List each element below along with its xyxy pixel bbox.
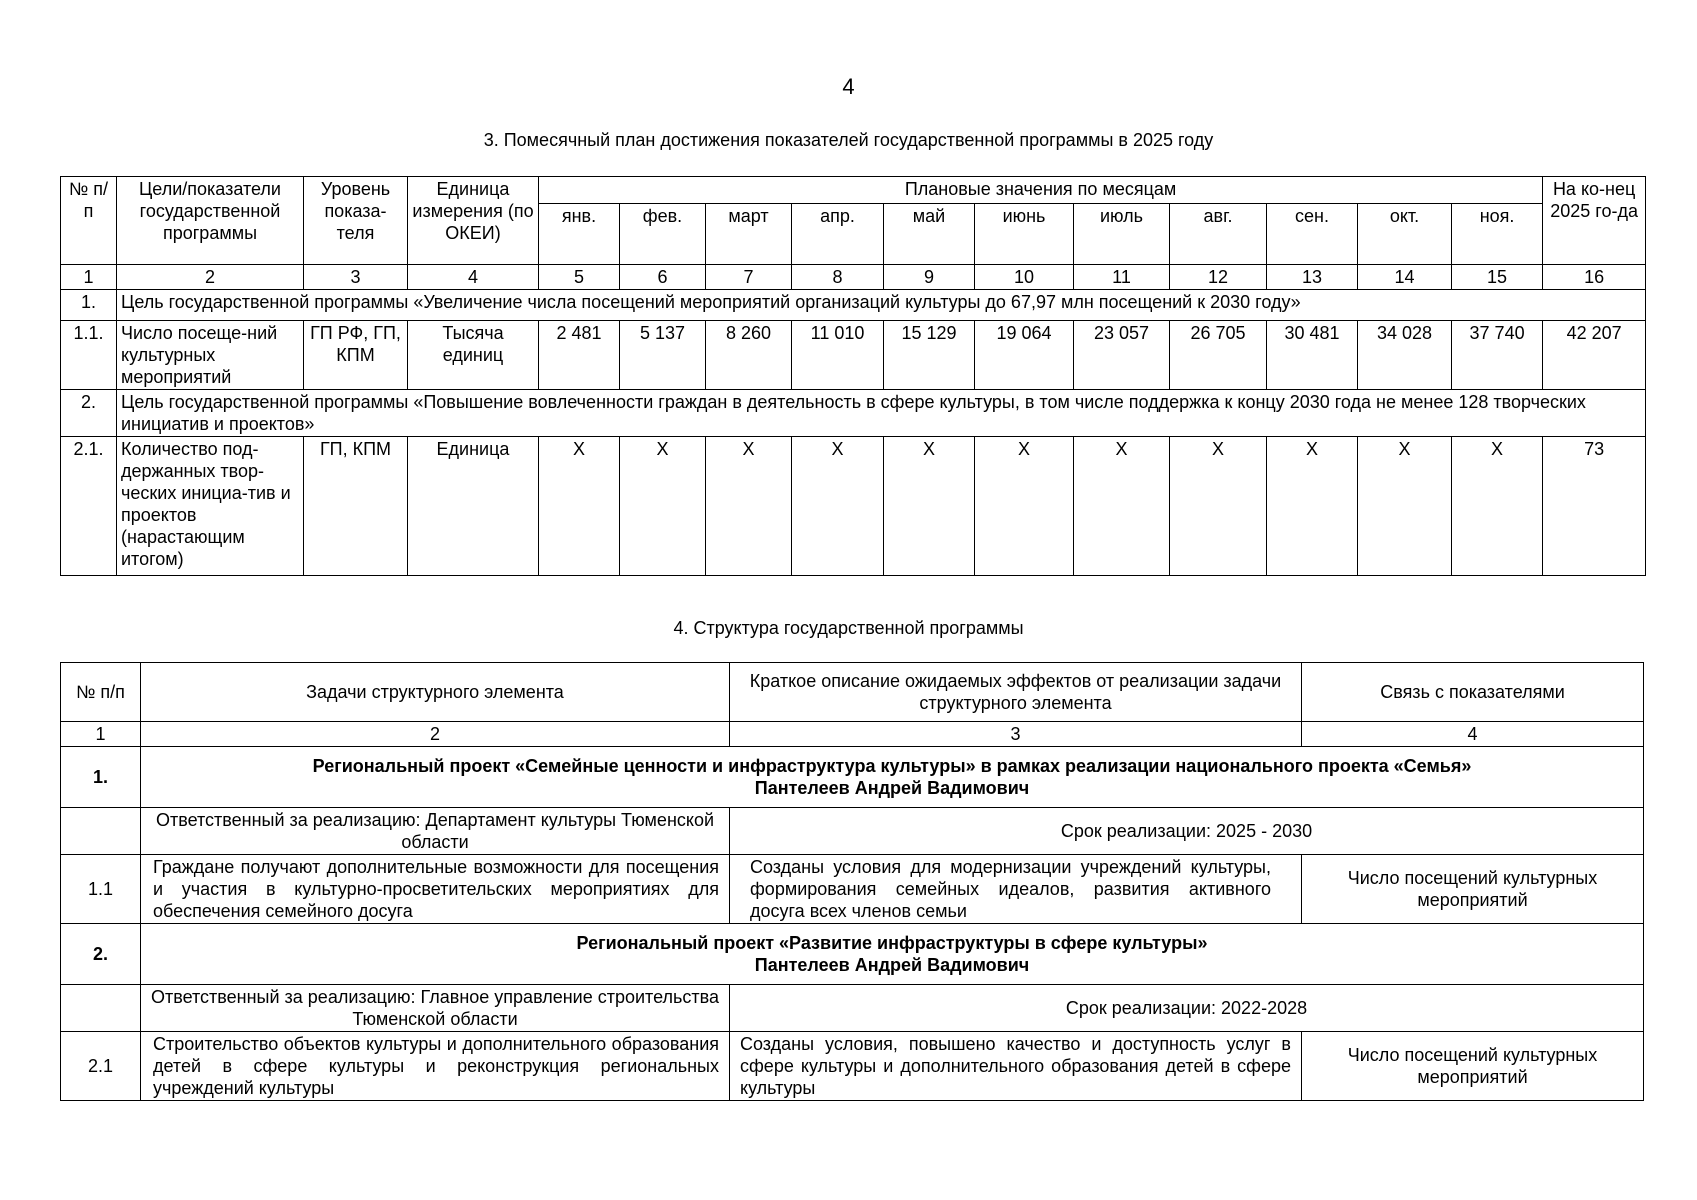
month-header: июнь [975,204,1074,265]
monthly-value: 30 481 [1267,321,1358,390]
month-header: авг. [1170,204,1267,265]
monthly-value: X [1170,437,1267,576]
responsible-text: Ответственный за реализацию: Департамент культуры Тюменской области [141,808,730,855]
monthly-value: 37 740 [1452,321,1543,390]
column-number: 2 [117,265,304,290]
column-number: 14 [1358,265,1452,290]
end-value: 73 [1543,437,1646,576]
indicator-row [61,321,1646,390]
header-unit: Единица измерения (по ОКЕИ) [408,177,539,265]
month-header: ноя. [1452,204,1543,265]
header-effects: Краткое описание ожидаемых эффектов от реализации задачи структурного элемента [730,663,1302,722]
end-value: 42 207 [1543,321,1646,390]
effect-text: Созданы условия, повышено качество и доступность услуг в сфере культуры и дополнительного образования детей в сфере культуры [730,1032,1302,1101]
monthly-value: X [792,437,884,576]
monthly-value: X [539,437,620,576]
column-number: 4 [408,265,539,290]
monthly-value: X [1267,437,1358,576]
project-num: 2. [61,924,141,985]
task-num: 2.1 [61,1032,141,1101]
project-title-cell [141,747,1644,808]
monthly-plan-table [60,176,1646,576]
responsible-row [61,808,1644,855]
indicator-unit: Тысяча единиц [408,321,539,390]
monthly-value: X [975,437,1074,576]
empty-cell [61,985,141,1032]
goal-num: 1. [61,290,117,321]
header-num: № п/п [61,663,141,722]
column-numbers-row [61,722,1644,747]
column-number: 6 [620,265,706,290]
indicator-unit: Единица [408,437,539,576]
program-structure-table [60,662,1644,1101]
monthly-value: 19 064 [975,321,1074,390]
monthly-value: 34 028 [1358,321,1452,390]
column-number: 9 [884,265,975,290]
project-num: 1. [61,747,141,808]
indicator-level: ГП РФ, ГП, КПМ [304,321,408,390]
project-row [61,747,1644,808]
month-header: фев. [620,204,706,265]
goal-row [61,290,1646,321]
monthly-value: X [1452,437,1543,576]
effect-text: Созданы условия для модернизации учреждений культуры, формирования семейных идеалов, развития активного досуга всех членов семьи [730,855,1302,924]
month-header: июль [1074,204,1170,265]
goal-num: 2. [61,390,117,437]
column-number: 8 [792,265,884,290]
header-end: На ко-нец 2025 го-да [1543,177,1646,265]
responsible-row [61,985,1644,1032]
monthly-value: X [620,437,706,576]
header-num: № п/п [61,177,117,265]
indicator-level: ГП, КПМ [304,437,408,576]
column-number: 5 [539,265,620,290]
month-header: апр. [792,204,884,265]
link-text: Число посещений культурных мероприятий [1302,855,1644,924]
goal-text: Цель государственной программы «Повышение вовлеченности граждан в деятельность в сфере культуры, в том числе поддержка к концу 2030 года не менее 128 творческих инициатив и проектов» [117,390,1646,437]
column-number: 7 [706,265,792,290]
monthly-value: 5 137 [620,321,706,390]
column-number: 3 [304,265,408,290]
monthly-value: X [1358,437,1452,576]
column-number: 2 [141,722,730,747]
section-4-title: 4. Структура государственной программы [673,618,1024,638]
month-header: янв. [539,204,620,265]
monthly-value: 11 010 [792,321,884,390]
empty-cell [61,808,141,855]
column-number: 12 [1170,265,1267,290]
project-title-cell [141,924,1644,985]
monthly-value: 26 705 [1170,321,1267,390]
task-text: Граждане получают дополнительные возможности для посещения и участия в культурно-просветительских мероприятиях для обеспечения семейного досуга [141,855,730,924]
header-row [61,663,1644,722]
month-header: окт. [1358,204,1452,265]
project-leader: Пантелеев Андрей Вадимович [754,955,1030,975]
indicator-num: 1.1. [61,321,117,390]
link-text: Число посещений культурных мероприятий [1302,1032,1644,1101]
indicator-num: 2.1. [61,437,117,576]
month-header: март [706,204,792,265]
column-number: 16 [1543,265,1646,290]
header-tasks: Задачи структурного элемента [141,663,730,722]
column-number: 10 [975,265,1074,290]
column-number: 11 [1074,265,1170,290]
project-row [61,924,1644,985]
header-monthly: Плановые значения по месяцам [539,177,1543,204]
column-number: 4 [1302,722,1644,747]
column-number: 1 [61,265,117,290]
monthly-value: X [884,437,975,576]
indicator-name: Количество под-держанных твор-ческих инициа-тив и проектов (нарастающим итогом) [117,437,304,576]
header-row [61,177,1646,204]
monthly-value: 2 481 [539,321,620,390]
column-number: 3 [730,722,1302,747]
task-num: 1.1 [61,855,141,924]
month-header: май [884,204,975,265]
term-text: Срок реализации: 2025 - 2030 [730,808,1644,855]
goal-text: Цель государственной программы «Увеличение числа посещений мероприятий организаций культуры до 67,97 млн посещений к 2030 году» [117,290,1646,321]
task-row [61,855,1644,924]
monthly-value: 15 129 [884,321,975,390]
monthly-value: 23 057 [1074,321,1170,390]
project-title: Региональный проект «Развитие инфраструктуры в сфере культуры» [576,933,1208,953]
monthly-value: X [1074,437,1170,576]
column-number: 13 [1267,265,1358,290]
header-level: Уровень показа-теля [304,177,408,265]
goal-row [61,390,1646,437]
column-number: 1 [61,722,141,747]
responsible-text: Ответственный за реализацию: Главное управление строительства Тюменской области [141,985,730,1032]
header-goals: Цели/показатели государственной программы [117,177,304,265]
project-title: Региональный проект «Семейные ценности и инфраструктура культуры» в рамках реализации национального проекта «Семья» [312,756,1472,776]
month-header: сен. [1267,204,1358,265]
indicator-row [61,437,1646,576]
task-text: Строительство объектов культуры и дополнительного образования детей в сфере культуры и реконструкция региональных учреждений культуры [141,1032,730,1101]
header-link: Связь с показателями [1302,663,1644,722]
indicator-name: Число посеще-ний культурных мероприятий [117,321,304,390]
term-text: Срок реализации: 2022-2028 [730,985,1644,1032]
column-number: 15 [1452,265,1543,290]
page-number: 4 [842,74,855,99]
task-row [61,1032,1644,1101]
section-3-title: 3. Помесячный план достижения показателей государственной программы в 2025 году [483,130,1214,150]
monthly-value: X [706,437,792,576]
monthly-value: 8 260 [706,321,792,390]
column-numbers-row [61,265,1646,290]
project-leader: Пантелеев Андрей Вадимович [754,778,1030,798]
